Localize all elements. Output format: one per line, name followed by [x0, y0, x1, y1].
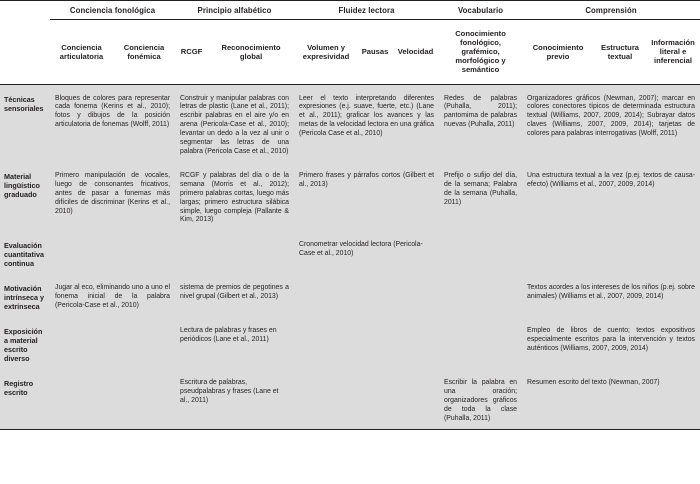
table-row: [0, 321, 700, 369]
header-col-informacion-literal: Información literal e inferencial: [651, 38, 695, 66]
header-group-row: [0, 1, 700, 20]
cell-exposicion-comprension: Empleo de libros de cuento; textos expositivos especialmente escritos para la intervención y textos auténticos (Williams, 2007, 2009, 2014): [522, 321, 700, 369]
cell-motivacion-fluidez: [294, 278, 439, 317]
header-col-velocidad: Velocidad: [397, 47, 434, 57]
table-row: [0, 278, 700, 317]
cell-material-comprension: Una estructura textual a la vez (p.ej. textos de causa-efecto) (Williams et al., 2007, 2009, 2014): [522, 166, 700, 231]
cell-motivacion-vocabulario: [439, 278, 522, 317]
cell-exposicion-fluidez: [294, 321, 439, 369]
table-row: [0, 166, 700, 231]
cell-exposicion-conciencia-fonologica: [50, 321, 175, 369]
cell-material-vocabulario: Prefijo o sufijo del día, de la semana; Palabra de la semana (Puhalla, 2011): [439, 166, 522, 231]
header-rowlabel-cell: [0, 20, 50, 84]
header-col-conciencia-articulatoria: Conciencia articulatoria: [59, 42, 104, 61]
header-corner-cell: [0, 1, 50, 20]
cell-exposicion-principio-alfabetico: Lectura de palabras y frases en periódicos (Lane et al., 2011): [175, 321, 294, 369]
header-col-conocimiento-previo: Conocimiento previo: [532, 42, 584, 61]
cell-motivacion-conciencia-fonologica: Jugar al eco, eliminando uno a uno el fonema inicial de la palabra (Pericola-Case et al., 2010): [50, 278, 175, 317]
cell-evaluacion-vocabulario: [439, 235, 522, 274]
row-label-exposicion-material-escrito-diverso: Exposición a material escrito diverso: [0, 321, 50, 369]
cell-registro-vocabulario: Escribir la palabra en una oración; organizadores gráficos de toda la clase (Puhalla, 2011): [439, 373, 522, 430]
header-col-conocimiento-fonologico: Conocimiento fonológico, grafémico, morfológico y semántico: [455, 29, 506, 75]
rule: [0, 430, 700, 431]
header-group-conciencia-fonologica: Conciencia fonológica: [50, 1, 175, 20]
cell-motivacion-comprension: Textos acordes a los intereses de los niños (p.ej. sobre animales) (Williams et al., 2007, 2009, 2014): [522, 278, 700, 317]
cell-registro-comprension: Resumen escrito del texto (Newman, 2007): [522, 373, 700, 430]
cell-motivacion-principio-alfabetico: sistema de premios de pegotines a nivel grupal (Gilbert et al., 2013): [175, 278, 294, 317]
header-col-conciencia-fonemica: Conciencia fonémica: [123, 42, 165, 61]
row-label-motivacion-intrinseca-extrinseca: Motivación intrínseca y extrínseca: [0, 278, 50, 317]
header-group-vocabulario: Vocabulario: [439, 1, 522, 20]
cell-tecnicas-conciencia-fonologica: Bloques de colores para representar cada fonema (Kerins et al., 2010); fotos y dibujos de la posición articulatoria de fonemas (Wolff, 2011): [50, 89, 175, 163]
table-row: [0, 373, 700, 430]
cell-registro-fluidez: [294, 373, 439, 430]
cell-tecnicas-principio-alfabetico: Construir y manipular palabras con letras de plastic (Lane et al., 2011); escribir palabras en el aire y/o en arena (Pericola-Case et al., 2010); levantar un dedo a la vez al unir o segmentar las letras de una palabra (Pericola Case et al., 2010): [175, 89, 294, 163]
cell-evaluacion-principio-alfabetico: [175, 235, 294, 274]
cell-exposicion-vocabulario: [439, 321, 522, 369]
cell-registro-conciencia-fonologica: [50, 373, 175, 430]
row-label-tecnicas-sensoriales: Técnicas sensoriales: [0, 89, 50, 163]
header-col-estructura-textual: Estructura textual: [601, 42, 639, 61]
header-col-pausas: Pausas: [361, 47, 389, 57]
cell-tecnicas-vocabulario: Redes de palabras (Puhalla, 2011); pantomima de palabras nuevas (Puhalla, 2011): [439, 89, 522, 163]
cell-evaluacion-conciencia-fonologica: [50, 235, 175, 274]
cell-registro-principio-alfabetico: Escritura de palabras, pseudpalabras y frases (Lane et al., 2011): [175, 373, 294, 430]
cell-material-principio-alfabetico: RCGF y palabras del día o de la semana (Morris et al., 2012); primero palabras cortas, luego más largas; primero estructura silábica simple, luego compleja (Pallante & Kim, 2013): [175, 166, 294, 231]
header-col-rcgf: RCGF: [180, 47, 203, 57]
row-label-registro-escrito: Registro escrito: [0, 373, 50, 430]
cell-evaluacion-comprension: [522, 235, 700, 274]
cell-tecnicas-fluidez: Leer el texto interpretando diferentes expresiones (e.j. suave, fuerte, etc.) (Lane et al., 2011); graficar los avances y las metas de la velocidad lectora en una gráfica (Pericola Case et al., 2010): [294, 89, 439, 163]
cell-material-fluidez: Primero frases y párrafos cortos (Gilbert et al., 2013): [294, 166, 439, 231]
header-col-volumen-expresividad: Volumen y expresividad: [302, 42, 350, 61]
row-label-evaluacion-cuantitativa-continua: Evaluación cuantitativa continua: [0, 235, 50, 274]
table-bottom-rule: [0, 430, 700, 431]
header-group-comprension: Comprensión: [522, 1, 700, 20]
header-group-principio-alfabetico: Principio alfabético: [175, 1, 294, 20]
table-row: [0, 235, 700, 274]
cell-evaluacion-fluidez: Cronometrar velocidad lectora (Pericola-Case et al., 2010): [294, 235, 439, 274]
header-col-reconocimiento-global: Reconocimiento global: [221, 42, 281, 61]
table-row: [0, 89, 700, 163]
header-group-fluidez-lectora: Fluidez lectora: [294, 1, 439, 20]
header-column-row: [0, 20, 700, 84]
cell-tecnicas-comprension: Organizadores gráficos (Newman, 2007); marcar en colores conectores típicos de determinada estructura textual (Williams, 2007, 2009, 2014); Subrayar datos claves (Williams, 2007, 2009, 2014); tarjetas de colores para palabras interrogativas (Wolff, 2011): [522, 89, 700, 163]
row-label-material-linguistico-graduado: Material lingüístico graduado: [0, 166, 50, 231]
cell-material-conciencia-fonologica: Primero manipulación de vocales, luego de consonantes fricativos, antes de pasar a fonemas más difíciles de discriminar (Kerins et al., 2010): [50, 166, 175, 231]
